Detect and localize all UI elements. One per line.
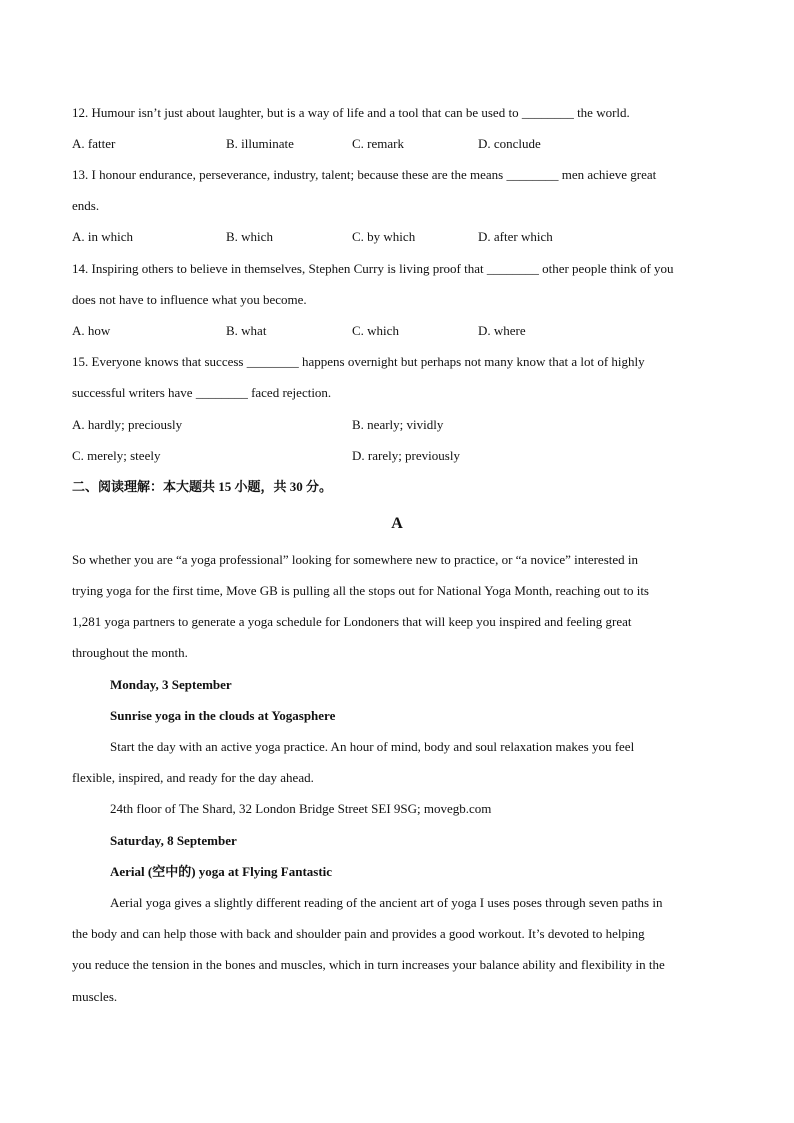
question-15-text-line-2: successful writers have ________ faced rejection. <box>72 385 332 400</box>
question-14-text-line-1: 14. Inspiring others to believe in themselves, Stephen Curry is living proof that ________ other people think of you <box>72 261 674 276</box>
question-13-text-line-1: 13. I honour endurance, perseverance, industry, talent; because these are the means ________ men achieve great <box>72 167 657 182</box>
event-1-body-line-1: Start the day with an active yoga practice. An hour of mind, body and soul relaxation makes you feel <box>110 739 635 754</box>
question-13-option-c: C. by which <box>352 229 416 244</box>
question-12-option-c: C. remark <box>352 136 404 151</box>
question-14-option-a: A. how <box>72 323 111 338</box>
intro-line-3: 1,281 yoga partners to generate a yoga schedule for Londoners that will keep you inspired and feeling great <box>72 614 632 629</box>
question-15-option-c: C. merely; steely <box>72 448 161 463</box>
question-12-option-b: B. illuminate <box>226 136 294 151</box>
question-14-text-line-2: does not have to influence what you become. <box>72 292 307 307</box>
event-2-title: Aerial (空中的) yoga at Flying Fantastic <box>110 864 333 879</box>
section-heading: 二、阅读理解：本大题共 15 小题，共 30 分。 <box>72 479 333 494</box>
question-15-text-line-1: 15. Everyone knows that success ________ happens overnight but perhaps not many know that a lot of highly <box>72 354 645 369</box>
question-12-text: 12. Humour isn’t just about laughter, but is a way of life and a tool that can be used to ________ the world. <box>72 105 630 120</box>
intro-line-2: trying yoga for the first time, Move GB is pulling all the stops out for National Yoga Month, reaching out to its <box>72 583 649 598</box>
event-2-body-line-3: you reduce the tension in the bones and muscles, which in turn increases your balance ability and flexibility in the <box>72 957 665 972</box>
question-13-option-d: D. after which <box>478 229 553 244</box>
passage-title: A <box>391 515 403 532</box>
question-12-option-d: D. conclude <box>478 136 541 151</box>
question-12-option-a: A. fatter <box>72 136 116 151</box>
event-2-date: Saturday, 8 September <box>110 833 237 848</box>
question-15-option-b: B. nearly; vividly <box>352 417 444 432</box>
question-15-option-d: D. rarely; previously <box>352 448 460 463</box>
question-14-option-d: D. where <box>478 323 526 338</box>
event-2-body-line-4: muscles. <box>72 989 118 1004</box>
question-13-option-a: A. in which <box>72 229 134 244</box>
intro-line-4: throughout the month. <box>72 645 188 660</box>
question-13-option-b: B. which <box>226 229 273 244</box>
event-1-title: Sunrise yoga in the clouds at Yogasphere <box>110 708 336 723</box>
question-14-option-c: C. which <box>352 323 399 338</box>
event-1-body-line-2: flexible, inspired, and ready for the day ahead. <box>72 770 314 785</box>
event-1-address: 24th floor of The Shard, 32 London Bridge Street SEI 9SG; movegb.com <box>110 801 492 816</box>
question-15-option-a: A. hardly; preciously <box>72 417 183 432</box>
question-14-option-b: B. what <box>226 323 267 338</box>
event-1-date: Monday, 3 September <box>110 677 232 692</box>
event-2-body-line-1: Aerial yoga gives a slightly different reading of the ancient art of yoga I uses poses through seven paths in <box>110 895 663 910</box>
question-13-text-line-2: ends. <box>72 198 100 213</box>
event-2-body-line-2: the body and can help those with back and shoulder pain and provides a good workout. It’s devoted to helping <box>72 926 645 941</box>
intro-line-1: So whether you are “a yoga professional” looking for somewhere new to practice, or “a novice” interested in <box>72 552 639 567</box>
